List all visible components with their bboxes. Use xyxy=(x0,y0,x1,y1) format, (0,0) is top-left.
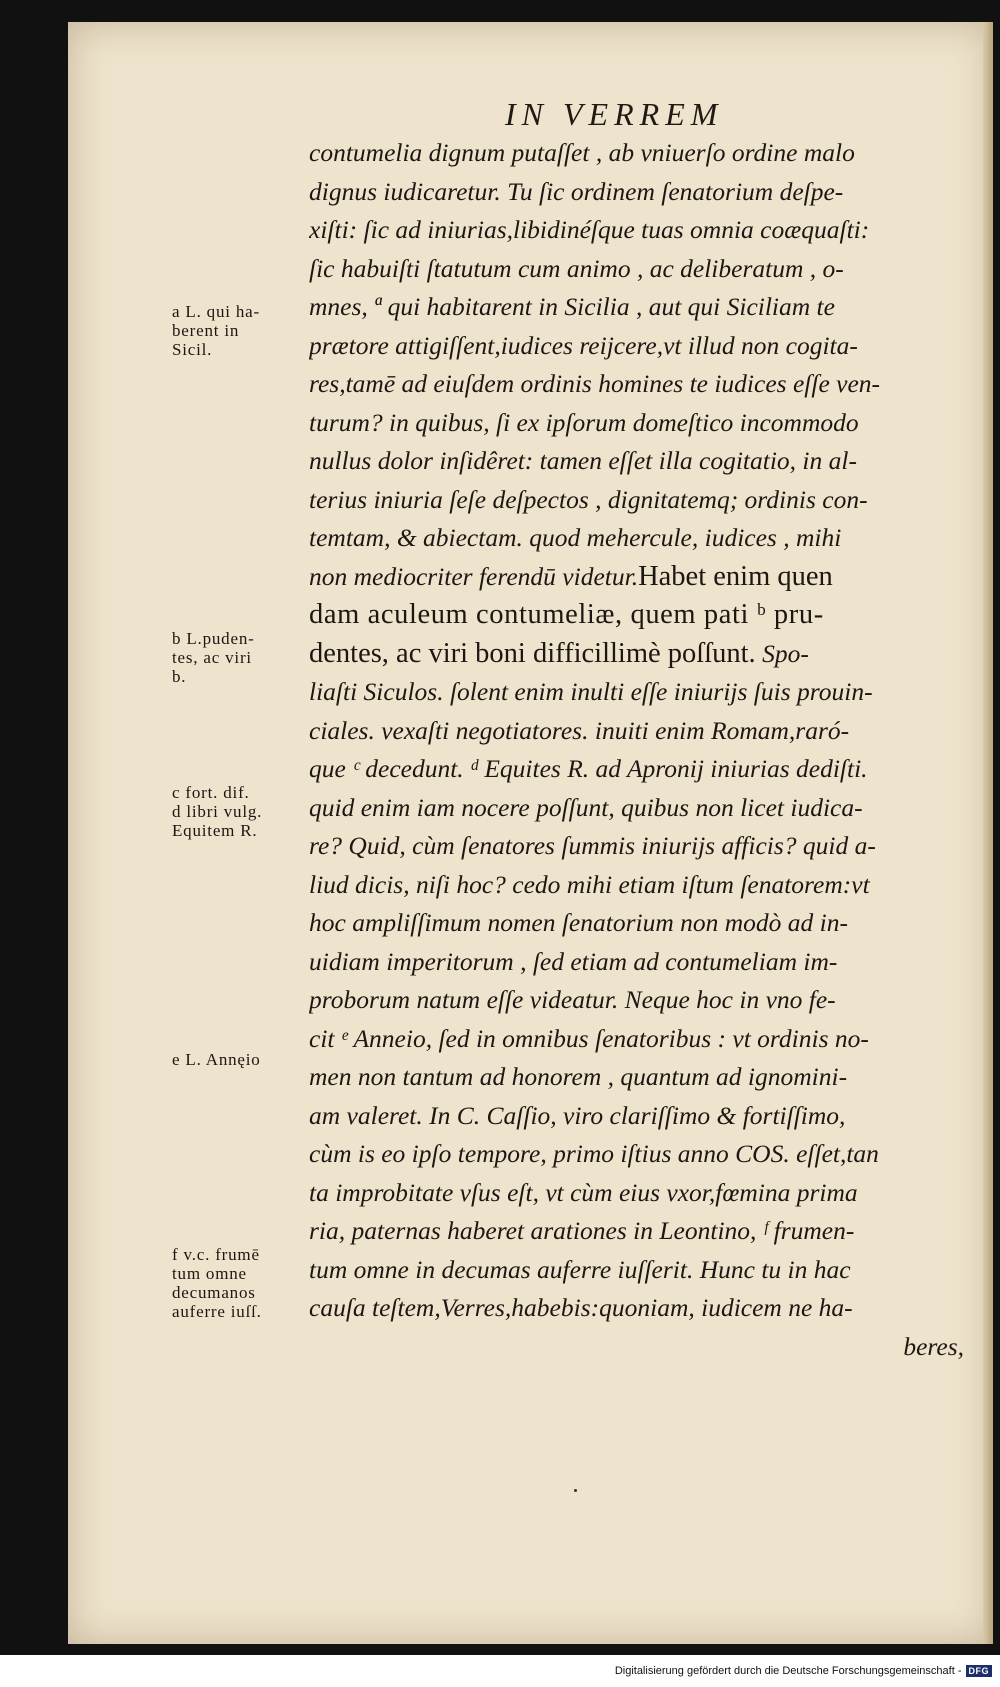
margin-note-f xyxy=(172,1245,312,1321)
text-line: tum omne in decumas auferre iuſſerit. Hunc tu in hac xyxy=(309,1254,851,1284)
text-line: nullus dolor inſidêret: tamen eſſet illa cogitatio, in al- xyxy=(309,446,857,475)
text-line: que ᶜ decedunt. ᵈ Equites R. ad Apronij iniurias dediſti. xyxy=(309,754,868,783)
italic-segment: non mediocriter ferendū videtur. xyxy=(309,561,639,591)
running-head: IN VERREM xyxy=(505,96,724,132)
text-line: liaſti Siculos. ſolent enim inulti eſſe iniurijs ſuis prouin- xyxy=(309,677,873,706)
text-line: ſic habuiſti ſtatutum cum animo , ac deliberatum , o- xyxy=(309,253,844,283)
margin-note-text: c fort. dif. d libri vulg. Equitem R. xyxy=(172,783,263,840)
margin-note-text: b L.puden- tes, ac viri b. xyxy=(172,629,255,686)
text-line: terius iniuria ſeſe deſpectos , dignitatemq; ordinis con- xyxy=(309,484,868,514)
italic-segment: Spo- xyxy=(762,638,809,668)
text-line: temtam, & abiectam. quod mehercule, iudices , mihi xyxy=(309,523,842,552)
text-line: dignus iudicaretur. Tu ſic ordinem ſenatorium deſpe- xyxy=(309,176,844,206)
text-line: contumelia dignum putaſſet , ab vniuerſo ordine malo xyxy=(309,138,855,167)
text-line: ta improbitate vſus eſt, vt cùm eius vxor,fœmina prima xyxy=(309,1177,858,1207)
text-line: cauſa teſtem,Verres,habebis:quoniam, iudicem ne ha- xyxy=(309,1293,853,1322)
text-line-roman: dam aculeum contumeliæ, quem pati ᵇ pru- xyxy=(309,599,824,630)
roman-segment: dentes, ac viri boni difficillimè poſſunt. xyxy=(309,637,756,669)
text-line: turum? in quibus, ſi ex ipſorum domeſtico incommodo xyxy=(309,407,859,437)
text-line: prætore attigiſſent,iudices reijcere,vt illud non cogita- xyxy=(309,330,858,360)
text-line: re? Quid, cùm ſenatores ſummis iniurijs afficis? quid a- xyxy=(309,831,876,860)
text-line: men non tantum ad honorem , quantum ad ignomini- xyxy=(309,1062,848,1091)
roman-segment: Habet enim quen xyxy=(638,560,833,592)
main-text-block xyxy=(309,134,974,1366)
text-line: am valeret. In C. Caſſio, viro clariſſimo & fortiſſimo, xyxy=(309,1100,846,1130)
page-edge xyxy=(983,22,993,1644)
dfg-logo: DFG xyxy=(966,1665,993,1677)
credit-text: Digitalisierung gefördert durch die Deutsche Forschungsgemeinschaft - xyxy=(614,1665,962,1677)
text-line: xiſti: ſic ad iniurias,libidinéſque tuas omnia coæquaſti: xyxy=(309,215,870,244)
digitization-credit xyxy=(615,1665,992,1677)
text-line: proborum natum eſſe videatur. Neque hoc in vno fe- xyxy=(309,985,836,1014)
text-line: mnes, ª qui habitarent in Sicilia , aut qui Siciliam te xyxy=(309,292,835,321)
catchword: beres, xyxy=(903,1331,964,1361)
margin-note-b xyxy=(172,629,312,686)
text-line: hoc ampliſſimum nomen ſenatorium non modò ad in- xyxy=(309,908,848,937)
margin-note-a xyxy=(172,302,312,359)
margin-note-c-d xyxy=(172,783,312,840)
text-line: uidiam imperitorum , ſed etiam ad contumeliam im- xyxy=(309,946,838,976)
text-line: ciales. vexaſti negotiatores. inuiti enim Romam,raró- xyxy=(309,715,850,745)
text-line: liud dicis, niſi hoc? cedo mihi etiam iſtum ſenatorem:vt xyxy=(309,869,870,899)
ink-speck xyxy=(574,1489,577,1492)
text-line-mixed xyxy=(309,635,974,674)
text-line: cùm is eo ipſo tempore, primo iſtius anno COS. eſſet,tan xyxy=(309,1139,879,1168)
text-line-mixed xyxy=(309,558,974,597)
margin-note-text: e L. Annęio xyxy=(172,1050,261,1069)
text-line: quid enim iam nocere poſſunt, quibus non licet iudica- xyxy=(309,792,863,822)
margin-note-text: a L. qui ha- berent in Sicil. xyxy=(172,302,260,359)
text-line: ria, paternas haberet arationes in Leontino, ᶠ frumen- xyxy=(309,1216,855,1245)
margin-note-text: f v.c. frumē tum omne decumanos auferre iuſſ. xyxy=(172,1245,262,1321)
text-line: cit ᵉ Anneio, ſed in omnibus ſenatoribus : vt ordinis no- xyxy=(309,1023,869,1053)
text-line: res,tamē ad eiuſdem ordinis homines te iudices eſſe ven- xyxy=(309,369,881,398)
margin-note-e xyxy=(172,1050,312,1069)
